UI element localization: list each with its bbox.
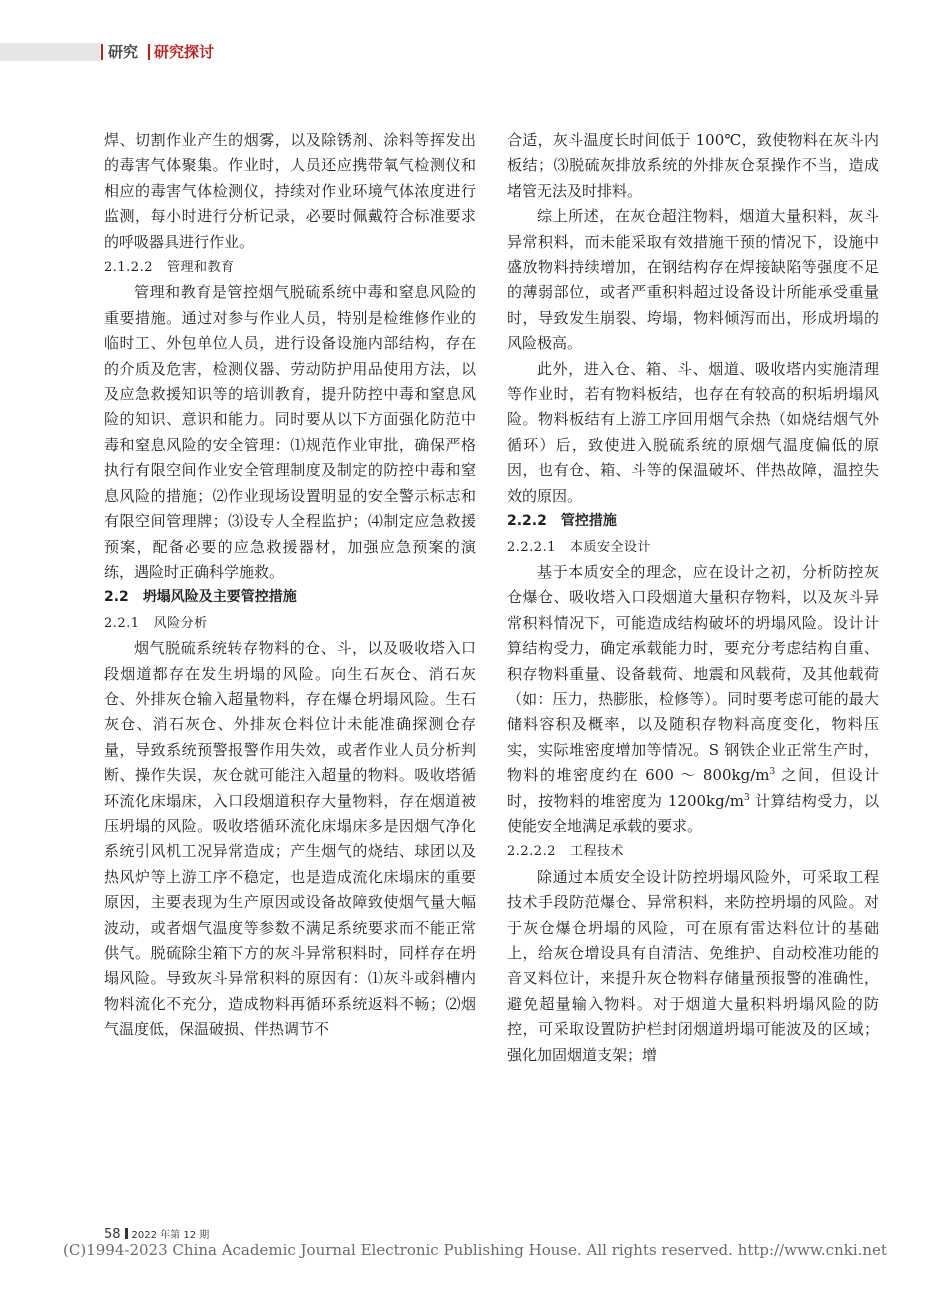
superscript: 3 [744, 792, 750, 803]
section-title: 管控措施 [560, 513, 617, 530]
paragraph: 管理和教育是管控烟气脱硫系统中毒和窒息风险的重要措施。通过对参与作业人员，特别是检维修作业的临时工、外包单位人员，进行设备设施内部结构，存在的介质及危害，检测仪器、劳动防护用品使用方法，以及应急救援知识等的培训教育，提升防控中毒和窒息风险的知识、意识和能力。同时要从以下方面强化防范中毒和窒息风险的安全管理：⑴规范作业审批，确保严格执行有限空间作业安全管理制度及制定的防控中毒和窒息风险的措施；⑵作业现场设置明显的安全警示标志和有限空间管理牌；⑶设专人全程监护；⑷制定应急救援预案，配备必要的应急救援器材，加强应急预案的演练，遇险时正确科学施救。 [104, 283, 476, 581]
section-title: 管理和教育 [166, 260, 235, 276]
paragraph: 烟气脱硫系统转存物料的仓、斗，以及吸收塔入口段烟道都存在发生坍塌的风险。向生石灰仓、消石灰仓、外排灰仓输入超量物料，存在爆仓坍塌风险。生石灰仓、消石灰仓、外排灰仓料位计未能准确探测仓存量，导致系统预警报警作用失效，或者作业人员分析判断、操作失误，灰仓就可能注入超量的物料。吸收塔循环流化床塌床，入口段烟道积存大量物料，存在烟道被压坍塌的风险。吸收塔循环流化床塌床多是因烟气净化系统引风机工况异常造成；产生烟气的烧结、球团以及热风炉等上游工序不稳定，也是造成流化床塌床的重要原因，主要表现为生产原因或设备故障致使烟气量大幅波动，或者烟气温度等参数不满足系统要求而不能正常供气。脱硫除尘箱下方的灰斗异常积料时，同样存在坍塌风险。导致灰斗异常积料的原因有：⑴灰斗或斜槽内物料流化不充分，造成物料再循环系统返料不畅；⑵烟气温度低，保温破损、伴热调节不 [104, 639, 476, 1039]
issue-label: 2022 年第 12 期 [131, 1230, 210, 1241]
header-section: 研究 [108, 43, 139, 61]
paragraph [507, 560, 879, 839]
page-footer [104, 1223, 209, 1241]
subsection-heading [507, 535, 879, 560]
subsection-heading [104, 255, 476, 280]
section-number: 2.2 [104, 589, 129, 606]
header-subsection: 研究探讨 [154, 43, 215, 61]
superscript: 3 [769, 767, 776, 778]
paragraph: 此外，进入仓、箱、斗、烟道、吸收塔内实施清理等作业时，若有物料板结，也存在有较高的积垢坍塌风险。物料板结有上游工序回用烟气余热（如烧结烟气外循环）后，致使进入脱硫系统的原烟气温度偏低的原因，也有仓、箱、斗等的保温破坏、伴热故障，温控失效的原因。 [507, 359, 879, 505]
section-number: 2.1.2.2 [104, 260, 153, 276]
paragraph: 焊、切割作业产生的烟雾，以及除锈剂、涂料等挥发出的毒害气体聚集。作业时，人员还应携带氧气检测仪和相应的毒害气体检测仪，持续对作业环境气体浓度进行监测，每小时进行分析记录，必要时佩戴符合标准要求的呼吸器具进行作业。 [104, 131, 476, 251]
paragraph: 综上所述，在灰仓超注物料，烟道大量积料，灰斗异常积料，而未能采取有效措施干预的情况下，设施中盛放物料持续增加，在钢结构存在焊接缺陷等强度不足的薄弱部位，或者严重积料超过设备设计所能承受重量时，导致发生崩裂、垮塌，物料倾泻而出，形成坍塌的风险极高。 [507, 207, 879, 353]
paragraph: 除通过本质安全设计防控坍塌风险外，可采取工程技术手段防范爆仓、异常积料，来防控坍塌的风险。对于灰仓爆仓坍塌的风险，可在原有雷达料位计的基础上，给灰仓增设具有自清洁、免维护、自动校准功能的音叉料位计，来提升灰仓物料存储量预报警的准确性，避免超量输入物料。对于烟道大量积料坍塌风险的防控，可采取设置防护栏封闭烟道坍塌可能波及的区域；强化加固烟道支架；增 [507, 867, 879, 1064]
page-number: 58 [104, 1227, 121, 1242]
header-separator [148, 44, 150, 60]
section-number: 2.2.2.1 [507, 539, 556, 555]
section-heading [104, 585, 476, 610]
footer-divider [125, 1228, 128, 1239]
copyright-notice: (C)1994-2023 China Academic Journal Electronic Publishing House. All rights reserved. http://www.cnki.net [63, 1241, 887, 1259]
section-heading [507, 509, 879, 534]
subsection-heading [507, 839, 879, 864]
text-run: 计算结构受力，以使能安全地满足承载的要求。 [507, 791, 879, 835]
section-number: 2.2.2 [507, 513, 547, 530]
subsection-heading [104, 611, 476, 636]
header-band [0, 43, 100, 61]
running-header [0, 40, 950, 64]
text-run: 之间，但设计时，按物料的堆密度为 1200kg/m [507, 766, 879, 810]
section-title: 工程技术 [569, 844, 624, 860]
section-title: 风险分析 [153, 615, 208, 631]
section-number: 2.2.1 [104, 615, 140, 631]
text-run: 基于本质安全的理念，应在设计之初，分析防控灰仓爆仓、吸收塔入口段烟道大量积存物料，以及灰斗异常积料情况下，可能造成结构破坏的坍塌风险。设计计算结构受力，确定承载能力时，要充分考虑结构自重、积存物料重量、设备载荷、地震和风载荷，及其他载荷（如：压力，热膨胀，检修等）。同时要考虑可能的最大储料容积及概率，以及随积存物料高度变化，物料压实，实际堆密度增加等情况。S 钢铁企业正常生产时，物料的堆密度约在 600 ～ 800kg/m [507, 562, 879, 785]
left-column [104, 128, 476, 1043]
paragraph: 合适，灰斗温度长时间低于 100℃，致使物料在灰斗内板结；⑶脱硫灰排放系统的外排灰仓泵操作不当，造成堵管无法及时排料。 [507, 131, 879, 200]
section-title: 坍塌风险及主要管控措施 [142, 589, 297, 606]
section-number: 2.2.2.2 [507, 844, 556, 860]
header-separator [101, 44, 103, 60]
section-title: 本质安全设计 [569, 539, 651, 555]
right-column [507, 128, 879, 1068]
